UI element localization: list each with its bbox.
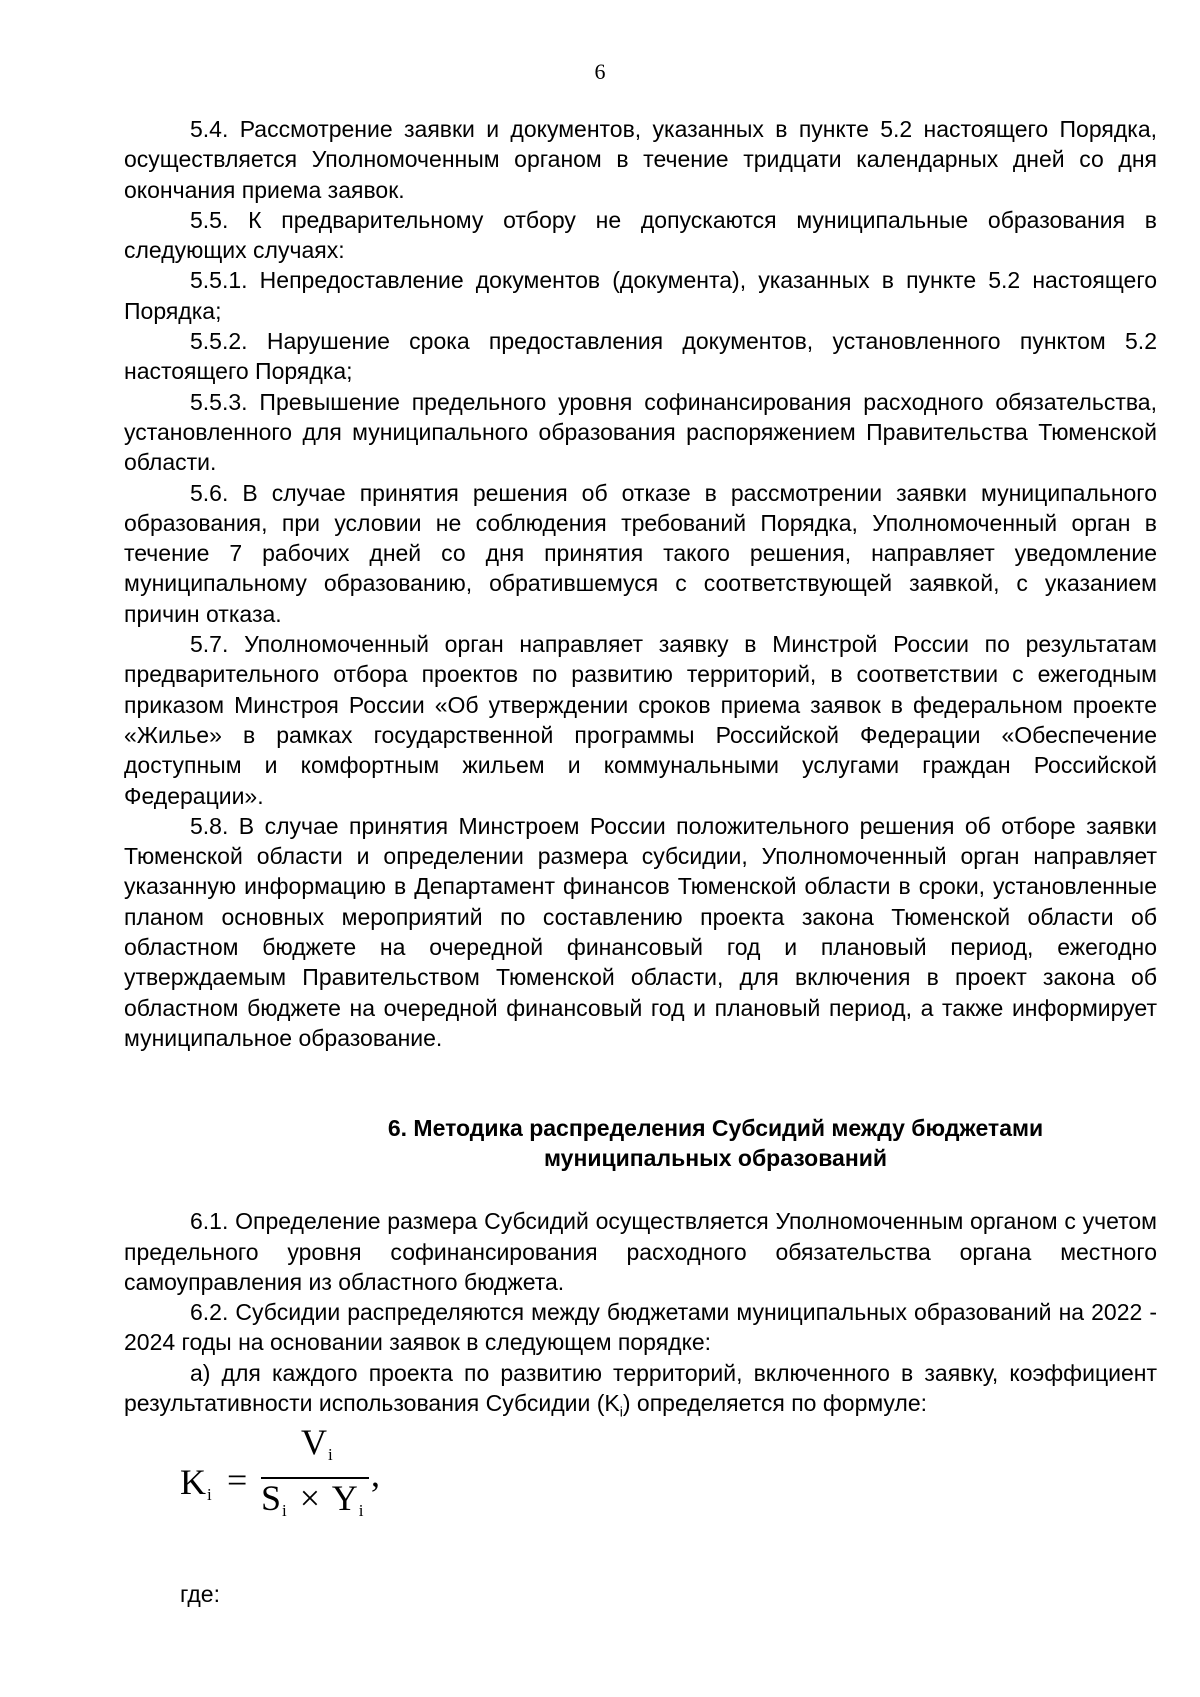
paragraph-6-2-a bbox=[124, 1358, 1157, 1427]
paragraph-6-1: 6.1. Определение размера Субсидий осуществляется Уполномоченным органом с учетом предельного уровня софинансирования расходного обязательства органа местного самоуправления из областного бюджета. bbox=[124, 1208, 1157, 1295]
paragraph-a-subscript: i bbox=[619, 1403, 623, 1420]
paragraph-5-4: 5.4. Рассмотрение заявки и документов, указанных в пункте 5.2 настоящего Порядка, осуществляется Уполномоченным органом в течение тридцати календарных дней со дня окончания приема заявок. bbox=[124, 116, 1157, 203]
formula-s-symbol: S bbox=[261, 1477, 282, 1518]
paragraph-5-6: 5.6. В случае принятия решения об отказе в рассмотрении заявки муниципального образования, при условии не соблюдения требований Порядка, Уполномоченный орган в течение 7 рабочих дней со дня принятия такого решения, направляет уведомление муниципальному образованию, обратившемуся с соответствующей заявкой, с указанием причин отказа. bbox=[124, 479, 1157, 627]
formula-equals: = bbox=[227, 1459, 248, 1500]
formula-k bbox=[180, 1461, 212, 1510]
paragraph-5-5: 5.5. К предварительному отбору не допускаются муниципальные образования в следующих случаях: bbox=[124, 206, 1157, 264]
formula-numerator bbox=[301, 1421, 333, 1470]
formula-s-index: i bbox=[282, 1500, 287, 1520]
paragraph-5-5-3: 5.5.3. Превышение предельного уровня софинансирования расходного обязательства, установленного для муниципального образования распоряжением Правительства Тюменской области. bbox=[124, 388, 1157, 476]
paragraph-a-text-end: ) определяется по формуле: bbox=[622, 1389, 928, 1416]
formula-v-symbol: V bbox=[301, 1421, 327, 1462]
page-number: 6 bbox=[594, 59, 606, 84]
section-6-heading bbox=[124, 1113, 1157, 1173]
section-6-body bbox=[124, 1206, 1157, 1609]
paragraph-5-5-2: 5.5.2. Нарушение срока предоставления документов, установленного пунктом 5.2 настоящего Порядка; bbox=[124, 328, 1157, 385]
formula-v-index: i bbox=[328, 1444, 333, 1464]
where-label: где: bbox=[180, 1580, 220, 1607]
coefficient-formula bbox=[124, 1421, 1157, 1545]
section-6-heading-line2: муниципальных образований bbox=[543, 1145, 888, 1172]
formula-y-symbol: Y bbox=[331, 1477, 358, 1518]
paragraph-5-8: 5.8. В случае принятия Минстроем России положительного решения об отборе заявки Тюменской области и определении размера субсидии, Уполномоченный орган направляет указанную информацию в Департамент финансов Тюменской области в сроки, установленные планом основных мероприятий по составлению проекта закона Тюменской области об областном бюджете на очередной финансовый год и плановый период, ежегодно утверждаемым Правительством Тюменской области, для включения в проект закона об областном бюджете на очередной финансовый год и плановый период, а также информирует муниципальное образование. bbox=[124, 812, 1157, 1051]
paragraph-a-text: а) для каждого проекта по развитию территорий, включенного в заявку, коэффициент результативности использования Субсидии (K bbox=[124, 1359, 1157, 1416]
section-6-heading-line1: 6. Методика распределения Субсидий между бюджетами bbox=[387, 1115, 1044, 1142]
formula-k-index: i bbox=[207, 1484, 212, 1504]
formula-comma: , bbox=[371, 1453, 380, 1494]
formula-k-symbol: K bbox=[180, 1461, 206, 1502]
formula-y-index: i bbox=[358, 1500, 364, 1520]
paragraph-6-2: 6.2. Субсидии распределяются между бюджетами муниципальных образований на 2022 - 2024 годы на основании заявок в следующем порядке: bbox=[124, 1299, 1157, 1356]
paragraph-5-7: 5.7. Уполномоченный орган направляет заявку в Минстрой России по результатам предварительного отбора проектов по развитию территорий, в соответствии с ежегодным приказом Минстроя России «Об утверждении сроков приема заявок в федеральном проекте «Жилье» в рамках государственной программы Российской Федерации «Обеспечение доступным и комфортным жильем и коммунальными услугами граждан Российской Федерации». bbox=[124, 631, 1157, 809]
document-body bbox=[124, 114, 1157, 1609]
formula-denominator bbox=[261, 1477, 364, 1526]
formula-times: × bbox=[299, 1477, 321, 1518]
paragraph-5-5-1: 5.5.1. Непредоставление документов (документа), указанных в пункте 5.2 настоящего Порядка; bbox=[124, 267, 1157, 324]
